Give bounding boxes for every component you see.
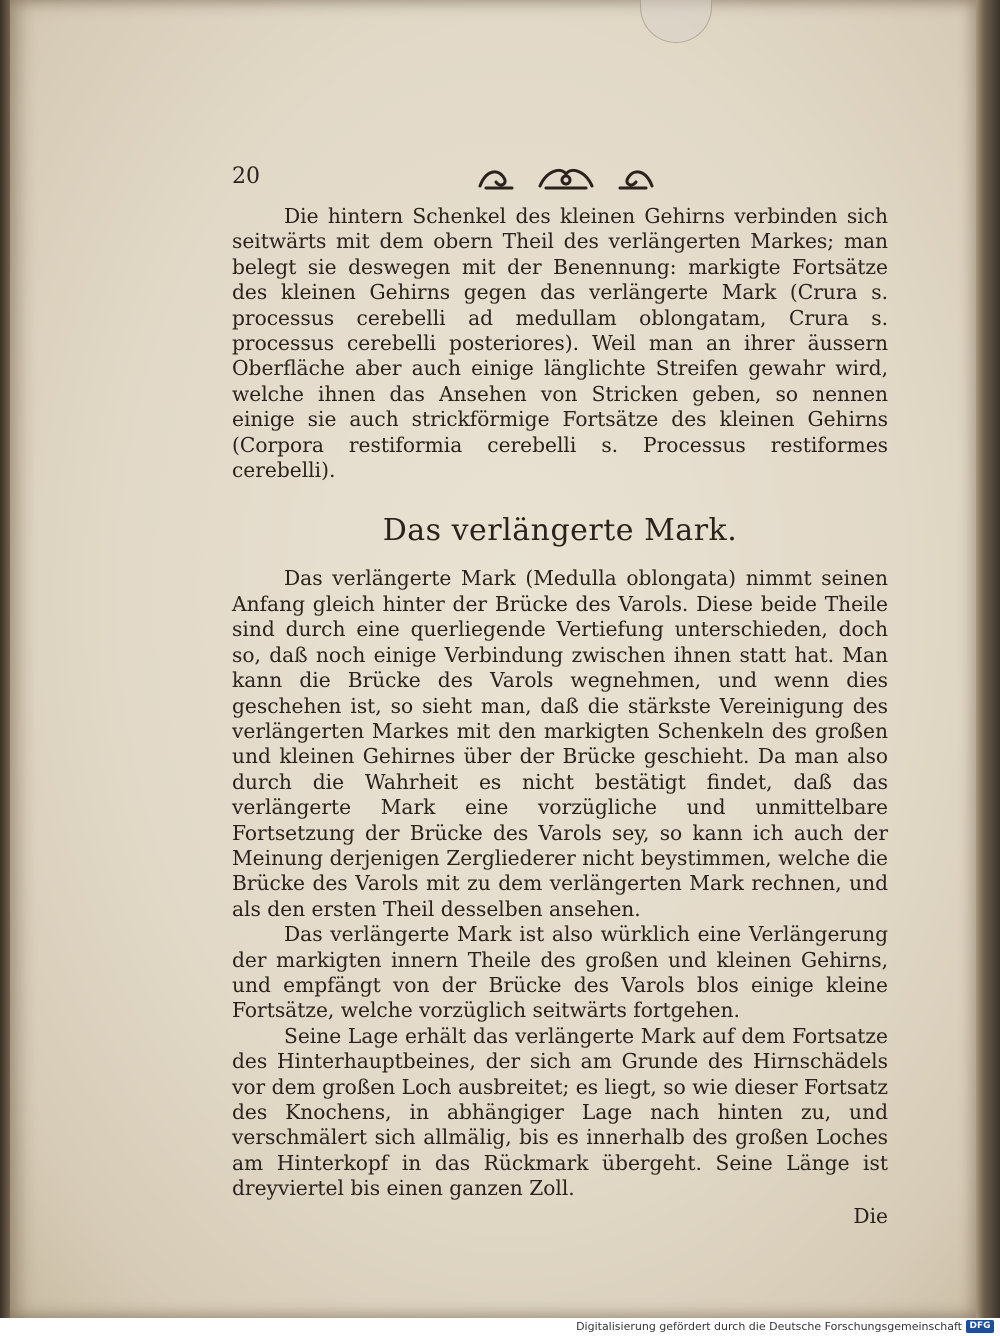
catchword: Die [853, 1203, 888, 1228]
paragraph-3: Das verlängerte Mark ist also würklich eine Verlängerung der markigten innern Theile des großen und kleinen Gehirns, und empfängt von der Brücke des Varols blos einige kleine Fortsätze, welche vorzüglich seitwärts fortgehen. [232, 922, 888, 1023]
page-text [232, 160, 888, 1229]
paragraph-2: Das verlängerte Mark (Medulla oblongata) nimmt seinen Anfang gleich hinter der Brücke des Varols. Diese beide Theile sind durch eine querliegende Vertiefung unterschieden, doch so, daß noch einige Verbindung zwischen ihnen statt hat. Man kann die Brücke des Varols wegnehmen, und wenn dies geschehen ist, so sieht man, daß die stärkste Vereinigung des verlängerten Markes mit den markigten Schenkeln des großen und kleinen Gehirnes über der Brücke geschieht. Da man also durch die Wahrheit es nicht bestätigt findet, daß das verlängerte Mark eine vorzügliche und unmittelbare Fortsetzung der Brücke des Varols sey, so kann ich auch der Meinung derjenigen Zergliederer nicht beystimmen, welche die Brücke des Varols mit zu dem verlängerten Mark rechnen, und als den ersten Theil desselben ansehen. [232, 566, 888, 921]
paragraph-1: Die hintern Schenkel des kleinen Gehirns verbinden sich seitwärts mit dem obern Theil des verlängerten Markes; man belegt sie deswegen mit der Benennung: markigte Fortsätze des kleinen Gehirns gegen das verlängerte Mark (Crura s. processus cerebelli ad medullam oblongatam, Crura s. processus cerebelli posteriores). Weil man an ihrer äussern Oberfläche aber auch einige länglichte Streifen gewahr wird, welche ihnen das Ansehen von Stricken geben, so nennen einige sie auch strickförmige Fortsätze des kleinen Gehirns (Corpora restiformia cerebelli s. Processus restiformes cerebelli). [232, 204, 888, 483]
footer-bar [0, 1318, 1000, 1336]
page-number: 20 [232, 164, 260, 189]
page-edge [976, 0, 1000, 1318]
section-heading: Das verlängerte Mark. [382, 513, 738, 549]
paragraph-4: Seine Lage erhält das verlängerte Mark auf dem Fortsatze des Hinterhauptbeines, der sich am Grunde des Hirnschädels vor dem großen Loch ausbreitet; es liegt, so wie dieser Fortsatz des Knochens, in abhängiger Lage nach hinten zu, und verschmälert sich allmälig, bis es innerhalb des großen Loches am Hinterkopf in das Rückmark übergeht. Seine Länge ist dreyviertel bis einen ganzen Zoll. [232, 1023, 888, 1201]
ornament-icon [476, 160, 656, 194]
footer-credit: Digitalisierung gefördert durch die Deutsche Forschungsgemeinschaft [576, 1320, 962, 1333]
dfg-logo-icon: DFG [966, 1320, 994, 1333]
running-header [232, 160, 888, 204]
